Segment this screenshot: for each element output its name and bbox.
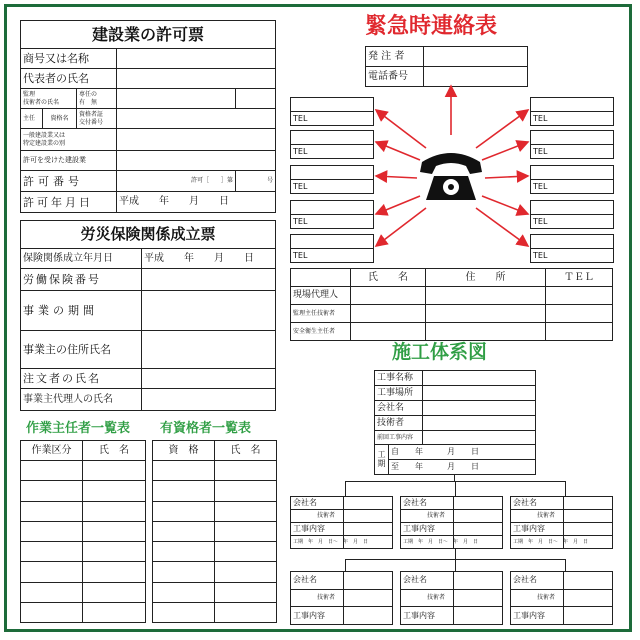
- orderer-phone-label: 電話番号: [366, 67, 424, 87]
- dedicated-label-a: 専任の: [79, 91, 98, 99]
- connector-tier1-drop-2: [455, 481, 456, 496]
- chief-engineer-address: [426, 305, 546, 323]
- tel-box-name: [531, 235, 614, 249]
- safety-chief-name: [351, 323, 426, 341]
- emergency-title: 緊急時連絡表: [365, 14, 498, 39]
- tel-box-name: [291, 201, 374, 215]
- tel-box-label: TEL: [291, 112, 374, 126]
- arrow-right-5: [476, 208, 528, 246]
- telephone-icon: [420, 153, 482, 200]
- trade-name-label: 商号又は名称: [21, 49, 117, 69]
- tel-box-label: TEL: [531, 180, 614, 194]
- subcontractor-work-label: 工事内容: [401, 607, 454, 625]
- subcontractor-company-label: 会社名: [401, 497, 454, 510]
- arrow-left-3: [376, 176, 417, 178]
- employer-agent-label: 事業主代理人の氏名: [21, 389, 142, 411]
- permitted-work-label: 許可を受けた建設業: [21, 151, 117, 171]
- orderer-label: 発 注 者: [366, 47, 424, 67]
- project-site-value: [423, 386, 536, 401]
- previous-work-label: 前回工事内容: [375, 431, 423, 445]
- subcontractor-box-t2-3: [510, 571, 613, 625]
- subcontractor-company-value: [564, 572, 613, 590]
- tel-box-label: TEL: [531, 112, 614, 126]
- subcontractor-work-value: [564, 607, 613, 625]
- prime-company-label: 会社名: [375, 401, 423, 416]
- subcontractor-company-value: [564, 497, 613, 510]
- contact-col-name: 氏 名: [351, 269, 426, 287]
- site-agent-name: [351, 287, 426, 305]
- representative-label: 代表者の氏名: [21, 69, 117, 89]
- subcontractor-company-value: [344, 572, 393, 590]
- connector-tier1-drop-1: [345, 481, 346, 496]
- subcontractor-engineer-value: [344, 589, 393, 607]
- safety-chief-label: 安全衛生主任者: [291, 323, 351, 341]
- tel-box-name: [531, 166, 614, 180]
- subcontractor-engineer-value: [454, 589, 503, 607]
- subcontractor-engineer-value: [344, 510, 393, 523]
- subcontractor-company-value: [454, 497, 503, 510]
- general-label-a: 一般建設業又は: [23, 131, 66, 139]
- subcontractor-engineer-value: [564, 589, 613, 607]
- certificate-label-b: 交付番号: [79, 118, 104, 126]
- subcontractor-company-label: 会社名: [291, 572, 344, 590]
- dedicated-label-b: 有 無: [79, 98, 98, 106]
- tel-box-label: TEL: [291, 145, 374, 159]
- subcontractor-engineer-label: 技術者: [511, 589, 564, 607]
- subcontractor-work-value: [454, 523, 503, 536]
- subcontractor-period-label: 工期 年 月 日～ 年 月 日: [401, 536, 454, 549]
- tel-box-name: [531, 131, 614, 145]
- period-label: 工期: [375, 445, 389, 475]
- subcontractor-box-t1-1: [290, 496, 393, 549]
- arrow-left-2: [376, 142, 420, 160]
- work-chiefs-title: 作業主任者一覧表: [26, 421, 131, 436]
- tel-box-name: [291, 98, 374, 112]
- insurance-date-label: 保険関係成立年月日: [21, 249, 142, 269]
- orderer-name-label: 注文者の氏名: [21, 369, 142, 389]
- subcontractor-company-label: 会社名: [401, 572, 454, 590]
- subcontractor-work-value: [344, 523, 393, 536]
- subcontractor-work-label: 工事内容: [511, 523, 564, 536]
- connector-tier2-drop-3: [565, 559, 566, 571]
- previous-work-value: [423, 431, 536, 445]
- subcontractor-period-label: 工期 年 月 日～ 年 月 日: [511, 536, 564, 549]
- chief-engineer-tel: [546, 305, 613, 323]
- arrow-right-2: [482, 142, 528, 160]
- qualified-title: 有資格者一覧表: [160, 421, 252, 436]
- tel-box-left-1: [290, 97, 374, 126]
- safety-chief-tel: [546, 323, 613, 341]
- tel-box-label: TEL: [291, 215, 374, 229]
- safety-chief-address: [426, 323, 546, 341]
- tel-box-name: [531, 98, 614, 112]
- tel-box-right-4: [530, 200, 614, 229]
- subcontractor-company-label: 会社名: [291, 497, 344, 510]
- supervisor-label-b: 技術者の氏名: [23, 98, 60, 106]
- insurance-date-value: 平成 年 月 日: [142, 249, 276, 269]
- insurance-title: 労災保険関係成立票: [21, 221, 276, 249]
- subcontractor-engineer-label: 技術者: [511, 510, 564, 523]
- prime-company-value: [423, 401, 536, 416]
- tel-box-right-2: [530, 130, 614, 159]
- subcontractor-work-label: 工事内容: [401, 523, 454, 536]
- project-name-value: [423, 371, 536, 386]
- chief-label: 主任: [21, 109, 43, 129]
- subcontractor-company-label: 会社名: [511, 497, 564, 510]
- subcontractor-work-value: [564, 523, 613, 536]
- connector-tier2-drop-1: [345, 559, 346, 571]
- general-label-b: 特定建設業の別: [23, 139, 66, 147]
- qualified-col-qualification: 資 格: [153, 441, 215, 461]
- project-site-label: 工事場所: [375, 386, 423, 401]
- tel-box-name: [291, 235, 374, 249]
- subcontractor-engineer-label: 技術者: [291, 589, 344, 607]
- tel-box-left-2: [290, 130, 374, 159]
- tel-box-label: TEL: [531, 249, 614, 263]
- site-agent-tel: [546, 287, 613, 305]
- arrow-left-4: [376, 196, 420, 214]
- subcontractor-work-label: 工事内容: [291, 523, 344, 536]
- period-from: 自 年 月 日: [389, 445, 536, 460]
- subcontractor-box-t2-2: [400, 571, 503, 625]
- prime-engineer-value: [423, 416, 536, 431]
- prime-engineer-label: 技術者: [375, 416, 423, 431]
- subcontractor-work-label: 工事内容: [511, 607, 564, 625]
- prime-contractor-table: [374, 370, 536, 475]
- supervisor-label-a: 監理: [23, 91, 36, 99]
- arrow-left-5: [376, 208, 426, 246]
- chief-engineer-label: 監理主任技術者: [291, 305, 351, 323]
- permit-title: 建設業の許可票: [21, 21, 276, 49]
- subcontractor-engineer-label: 技術者: [291, 510, 344, 523]
- permit-number-suffix: 号: [236, 171, 276, 192]
- tel-box-label: TEL: [291, 249, 374, 263]
- tel-box-right-3: [530, 165, 614, 194]
- subcontractor-work-value: [454, 607, 503, 625]
- permit-number-value: 許可［ ］第: [117, 171, 236, 192]
- labor-insurance-number-label: 労働保険番号: [21, 269, 142, 291]
- connector-tier2-drop-2: [455, 559, 456, 571]
- tel-box-label: TEL: [291, 180, 374, 194]
- subcontractor-work-label: 工事内容: [291, 607, 344, 625]
- connector-tier1-drop-3: [565, 481, 566, 496]
- arrow-left-1: [376, 110, 426, 148]
- arrow-right-1: [476, 110, 528, 148]
- permit-date-value: 平成 年 月 日: [117, 192, 276, 213]
- subcontractor-box-t1-3: [510, 496, 613, 549]
- tel-box-right-1: [530, 97, 614, 126]
- subcontractor-company-value: [454, 572, 503, 590]
- tel-box-left-5: [290, 234, 374, 263]
- period-to: 至 年 月 日: [389, 460, 536, 475]
- subcontractor-company-value: [344, 497, 393, 510]
- employer-address-label: 事業主の住所氏名: [21, 331, 142, 369]
- subcontractor-engineer-value: [564, 510, 613, 523]
- tel-box-label: TEL: [531, 145, 614, 159]
- tel-box-left-3: [290, 165, 374, 194]
- certificate-label-a: 資格者証: [79, 111, 104, 119]
- arrow-right-3: [485, 176, 528, 178]
- tel-box-name: [531, 201, 614, 215]
- tel-box-name: [291, 166, 374, 180]
- permit-number-label: 許可番号: [21, 171, 117, 192]
- subcontractor-period-label: 工期 年 月 日～ 年 月 日: [291, 536, 344, 549]
- permit-date-label: 許可年月日: [21, 192, 117, 213]
- site-agent-address: [426, 287, 546, 305]
- qualification-label: 資格名: [43, 109, 77, 129]
- contact-col-address: 住 所: [426, 269, 546, 287]
- contact-col-tel: ＴＥＬ: [546, 269, 613, 287]
- contact-corner: [291, 269, 351, 287]
- chief-engineer-name: [351, 305, 426, 323]
- tel-box-name: [291, 131, 374, 145]
- work-chiefs-col-name: 氏 名: [83, 441, 146, 461]
- tel-box-label: TEL: [531, 215, 614, 229]
- org-chart-title: 施工体系図: [392, 341, 488, 363]
- subcontractor-engineer-value: [454, 510, 503, 523]
- subcontractor-box-t1-2: [400, 496, 503, 549]
- tel-box-right-5: [530, 234, 614, 263]
- subcontractor-work-value: [344, 607, 393, 625]
- project-name-label: 工事名称: [375, 371, 423, 386]
- qualified-col-name: 氏 名: [215, 441, 277, 461]
- tel-box-left-4: [290, 200, 374, 229]
- subcontractor-company-label: 会社名: [511, 572, 564, 590]
- emergency-contact-table: [290, 268, 613, 341]
- business-period-label: 事業の期間: [21, 291, 142, 331]
- arrow-right-4: [482, 196, 528, 214]
- work-chiefs-col-category: 作業区分: [21, 441, 83, 461]
- subcontractor-engineer-label: 技術者: [401, 510, 454, 523]
- subcontractor-box-t2-1: [290, 571, 393, 625]
- subcontractor-engineer-label: 技術者: [401, 589, 454, 607]
- site-agent-label: 現場代理人: [291, 287, 351, 305]
